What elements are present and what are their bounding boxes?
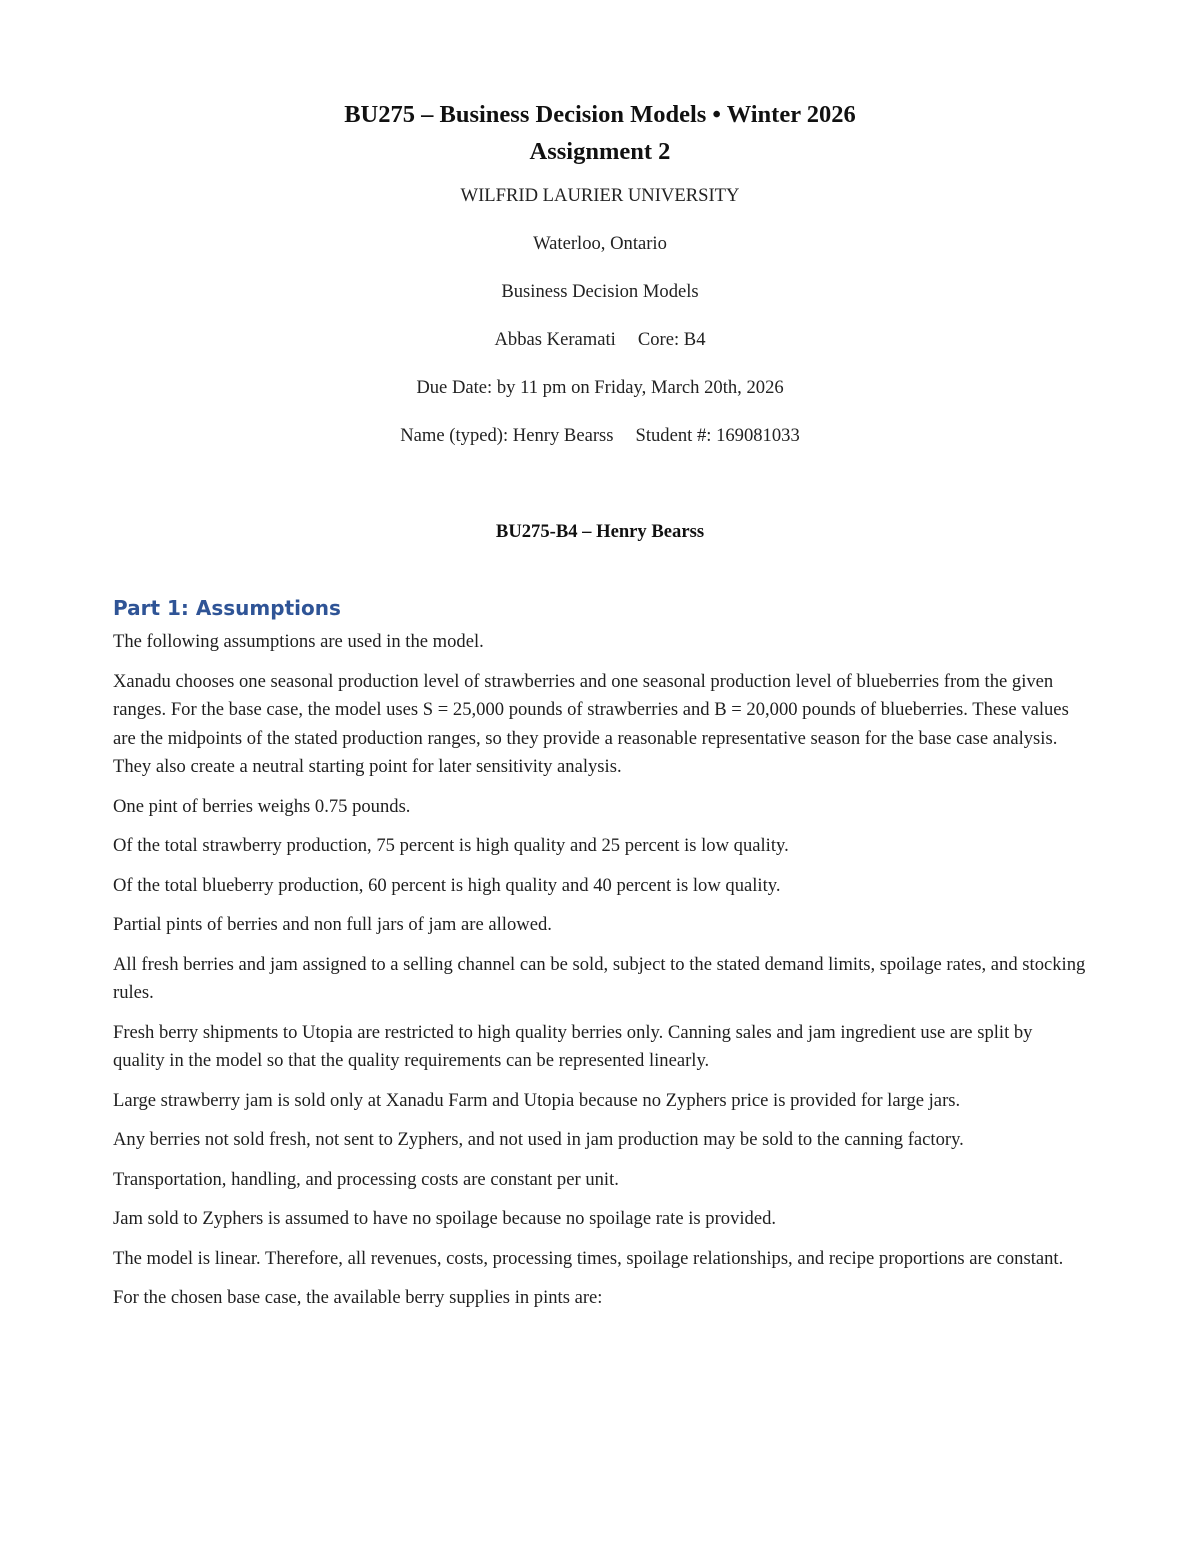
paragraph: Large strawberry jam is sold only at Xanadu Farm and Utopia because no Zyphers price is provided for large jars. — [113, 1089, 961, 1111]
paragraph: Any berries not sold fresh, not sent to Zyphers, and not used in jam production may be sold to the canning factory. — [113, 1129, 964, 1150]
student-number: Student #: 169081033 — [635, 425, 800, 446]
due-date: Due Date: by 11 pm on Friday, March 20th, 2026 — [416, 377, 784, 398]
section-body — [113, 628, 1088, 1324]
instructor-line — [0, 329, 1200, 351]
assignment-title: Assignment 2 — [529, 138, 671, 165]
paragraph: Transportation, handling, and processing costs are constant per unit. — [113, 1168, 619, 1190]
paragraph: Of the total blueberry production, 60 percent is high quality and 40 percent is low quality. — [113, 874, 781, 896]
student-name: Name (typed): Henry Bearss — [400, 425, 614, 446]
paragraph: Fresh berry shipments to Utopia are restricted to high quality berries only. Canning sales and jam ingredient use are split by quality in the model so that the quality requirements can be represented linearly. — [113, 1021, 1033, 1071]
course-name: Business Decision Models — [501, 281, 699, 302]
instructor-name: Abbas Keramati — [494, 329, 616, 350]
paragraph: Jam sold to Zyphers is assumed to have no spoilage because no spoilage rate is provided. — [113, 1208, 777, 1229]
paragraph: Of the total strawberry production, 75 percent is high quality and 25 percent is low quality. — [113, 835, 789, 856]
short-title: BU275-B4 – Henry Bearss — [495, 521, 705, 542]
paragraph: Xanadu chooses one seasonal production level of strawberries and one seasonal production level of blueberries from the given ranges. For the base case, the model uses S = 25,000 pounds of strawberries and B = 20,000 pounds of blueberries. These values are the midpoints of the stated production ranges, so they provide a reasonable representative season for the base case analysis. They also create a neutral starting point for later sensitivity analysis. — [113, 670, 1069, 777]
student-line — [0, 425, 1200, 447]
paragraph: The following assumptions are used in the model. — [113, 631, 484, 652]
paragraph: For the chosen base case, the available berry supplies in pints are: — [113, 1287, 603, 1308]
paragraph: One pint of berries weighs 0.75 pounds. — [113, 795, 411, 817]
document-title: BU275 – Business Decision Models • Winter 2026 — [344, 101, 856, 128]
paragraph: Partial pints of berries and non full jars of jam are allowed. — [113, 914, 552, 935]
section-heading: Part 1: Assumptions — [113, 596, 341, 620]
paragraph: All fresh berries and jam assigned to a selling channel can be sold, subject to the stated demand limits, spoilage rates, and stocking rules. — [113, 953, 1086, 1003]
paragraph: The model is linear. Therefore, all revenues, costs, processing times, spoilage relationships, and recipe proportions are constant. — [113, 1247, 1064, 1269]
university-name: WILFRID LAURIER UNIVERSITY — [460, 185, 740, 206]
core-section: Core: B4 — [637, 329, 706, 350]
location: Waterloo, Ontario — [533, 233, 667, 254]
